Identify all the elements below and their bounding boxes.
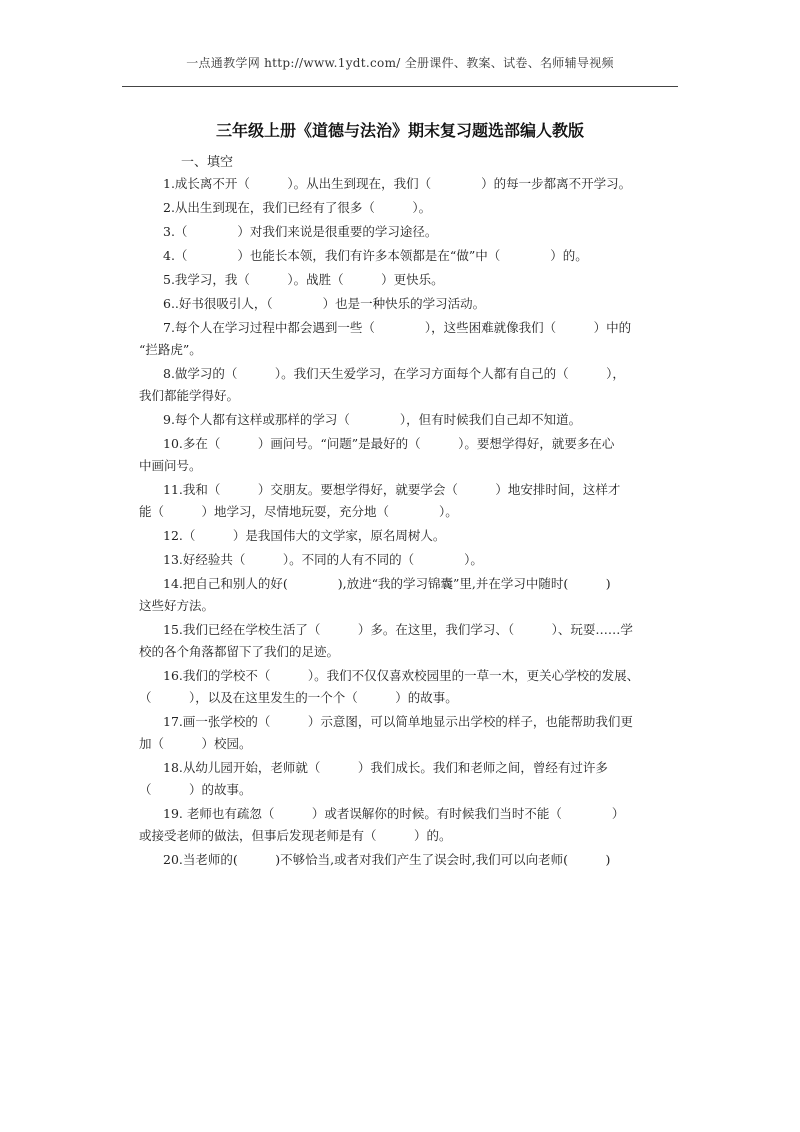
question-1: 1.成长离不开（ ）。从出生到现在，我们（ ）的每一步都离不开学习。 [163,176,632,191]
question-7: 7.每个人在学习过程中都会遇到一些（ ），这些困难就像我们（ ）中的 “拦路虎”。 [139,320,632,357]
question-8: 8.做学习的（ ）。我们天生爱学习，在学习方面每个人都有自己的（ ）， 我们都能学得好。 [139,366,625,403]
question-list [139,173,659,873]
header-divider [122,86,678,87]
document-title: 三年级上册《道德与法治》期末复习题选部编人教版 [215,121,584,140]
question-13: 13.好经验共（ ）。不同的人有不同的（ ）。 [163,552,483,567]
question-10: 10.多在（ ）画问号。“问题”是最好的（ ）。要想学得好，就要多在心 中画问号。 [139,436,615,473]
question-4: 4.（ ）也能长本领，我们有许多本领都是在“做”中（ ）的。 [163,248,588,263]
question-20: 20.当老师的( )不够恰当,或者对我们产生了误会时,我们可以向老师( ) [163,852,611,867]
question-2: 2.从出生到现在，我们已经有了很多（ ）。 [163,200,432,215]
question-12: 12.（ ）是我国伟大的文学家，原名周树人。 [163,528,446,543]
question-18: 18.从幼儿园开始，老师就（ ）我们成长。我们和老师之间，曾经有过许多 （ ）的故事。 [139,760,608,797]
question-6: 6..好书很吸引人，（ ）也是一种快乐的学习活动。 [163,296,486,311]
question-15: 15.我们已经在学校生活了（ ）多。在这里，我们学习、（ ）、玩耍……学 校的各个角落都留下了我们的足迹。 [139,622,633,659]
page-header: 一点通教学网 http://www.1ydt.com/ 全册课件、教案、试卷、名师辅导视频 [186,56,614,70]
question-11: 11.我和（ ）交朋友。要想学得好，就要学会（ ）地安排时间，这样才 能（ ）地学习，尽情地玩耍，充分地（ ）。 [139,482,621,519]
question-17: 17.画一张学校的（ ）示意图，可以简单地显示出学校的样子，也能帮助我们更 加（ ）校园。 [139,714,633,751]
question-9: 9.每个人都有这样或那样的学习（ ），但有时候我们自己却不知道。 [163,412,582,427]
question-5: 5.我学习，我（ ）。战胜（ ）更快乐。 [163,272,444,287]
question-3: 3.（ ）对我们来说是很重要的学习途径。 [163,224,438,239]
question-16: 16.我们的学校不（ ）。我们不仅仅喜欢校园里的一草一木，更关心学校的发展、 （ ），以及在这里发生的一个个（ ）的故事。 [139,668,640,705]
question-14: 14.把自己和别人的好( ),放进“我的学习锦囊”里,并在学习中随时( ) 这些好方法。 [139,576,611,613]
section-heading: 一、填空 [181,155,234,170]
question-19: 19. 老师也有疏忽（ ）或者误解你的时候。有时候我们当时不能（ ） 或接受老师的做法，但事后发现老师是有（ ）的。 [139,806,625,843]
